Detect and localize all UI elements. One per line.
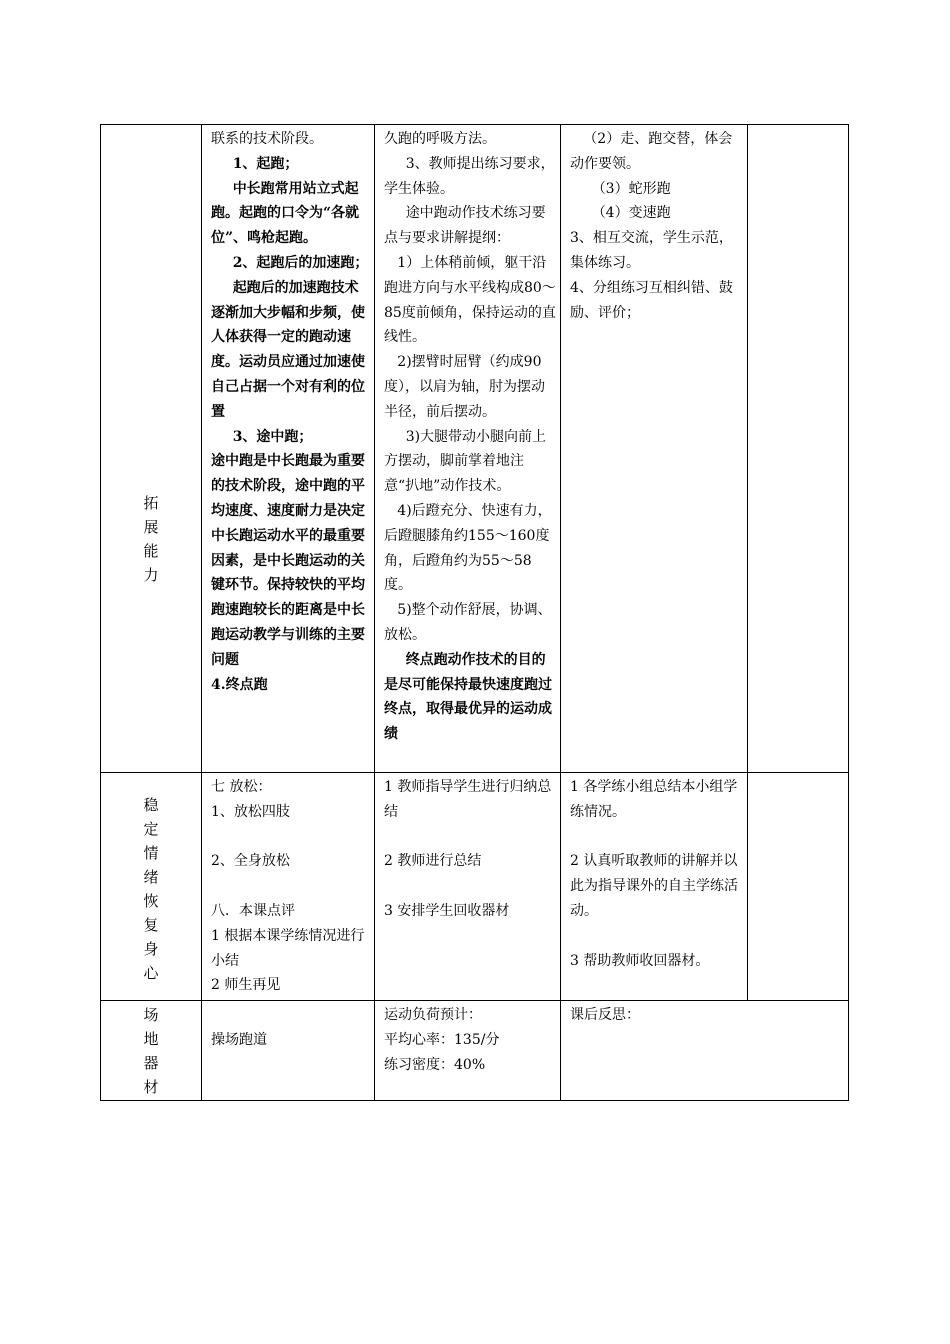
label-char: 恢 xyxy=(143,891,159,910)
label-char: 心 xyxy=(143,963,159,982)
blank-line xyxy=(211,825,370,850)
teacher-line: 终点跑动作技术的目的是尽可能保持最快速度跑过终点，取得最优异的运动成绩 xyxy=(384,651,552,743)
student-line: 3、相互交流，学生示范，集体练习。 xyxy=(570,230,733,271)
row-calm xyxy=(101,773,849,1001)
content-paragraph: 途中跑是中长跑最为重要的技术阶段，途中跑的平均速度、速度耐力是决定中长跑运动水平的最重要因素，是中长跑运动的关键环节。保持较快的平均跑速跑较长的距离是中长跑运动教学与训练的主要问题 xyxy=(211,453,365,668)
reflection-cell xyxy=(561,1001,849,1101)
teacher-line: 2 教师进行总结 xyxy=(384,853,482,870)
blank-line xyxy=(384,825,556,850)
teacher-calm xyxy=(375,773,561,1001)
lesson-plan-table xyxy=(100,124,849,1101)
teacher-line: 3、教师提出练习要求，学生体验。 xyxy=(384,155,555,197)
content-paragraph: 中长跑常用站立式起跑。起跑的口令为“各就位”、鸣枪起跑。 xyxy=(211,180,360,247)
content-line: 七 放松： xyxy=(211,779,272,795)
teacher-line: 1 教师指导学生进行归纳总结 xyxy=(384,779,552,820)
content-expand xyxy=(202,125,375,773)
label-char: 定 xyxy=(143,819,159,838)
venue-text: 操场跑道 xyxy=(211,1032,267,1048)
content-line: 2、全身放松 xyxy=(211,853,290,870)
teacher-line: 4)后蹬充分、快速有力，后蹬腿膝角约155～160度角，后蹬角约为55～58度。 xyxy=(384,502,552,594)
content-line: 八．本课点评 xyxy=(211,902,295,919)
student-line: 2 认真听取教师的讲解并以此为指导课外的自主学练活动。 xyxy=(570,853,738,919)
student-line: （3）蛇形跑 xyxy=(591,180,671,197)
load-estimate xyxy=(375,1001,561,1101)
blank-line xyxy=(384,874,556,899)
student-line: （2）走、跑交替，体会动作要领。 xyxy=(570,131,733,172)
heart-rate: 平均心率：135/分 xyxy=(384,1031,500,1048)
empty-cell xyxy=(748,773,849,1001)
teacher-line: 2)摆臂时屈臂（约成90度），以肩为轴，肘为摆动半径，前后摆动。 xyxy=(384,354,545,420)
label-char: 场 xyxy=(143,1005,159,1024)
teacher-line: 5)整个动作舒展，协调、放松。 xyxy=(384,602,552,643)
student-line: 4、分组练习互相纠错、鼓励、评价； xyxy=(570,279,733,321)
practice-density: 练习密度：40% xyxy=(384,1056,486,1073)
blank-line xyxy=(570,825,743,850)
empty-cell xyxy=(748,125,849,773)
label-expand xyxy=(101,125,202,773)
content-heading: 2、起跑后的加速跑； xyxy=(232,254,369,271)
reflection-title: 课后反思： xyxy=(570,1007,640,1023)
student-expand xyxy=(561,125,748,773)
label-char: 展 xyxy=(143,517,159,536)
student-calm xyxy=(561,773,748,1001)
row-venue xyxy=(101,1001,849,1101)
blank-line xyxy=(570,924,743,949)
content-line: 2 师生再见 xyxy=(211,977,281,994)
content-heading: 3、途中跑； xyxy=(232,428,313,445)
teacher-line: 途中跑动作技术练习要点与要求讲解提纲： xyxy=(384,205,546,247)
content-line: 联系的技术阶段。 xyxy=(211,131,323,147)
label-char: 稳 xyxy=(143,795,159,814)
teacher-line: 久跑的呼吸方法。 xyxy=(384,131,496,147)
blank-line xyxy=(211,874,370,899)
teacher-line: 1）上体稍前倾，躯干沿跑进方向与水平线构成80～85度前倾角，保持运动的直 线性。 xyxy=(384,254,556,346)
label-char: 能 xyxy=(143,541,159,560)
student-line: （4）变速跑 xyxy=(591,205,671,222)
label-char: 复 xyxy=(143,915,159,934)
content-calm xyxy=(202,773,375,1001)
row-expand xyxy=(101,125,849,773)
teacher-line: 3 安排学生回收器材 xyxy=(384,902,510,919)
label-char: 拓 xyxy=(143,493,159,512)
student-line: 1 各学练小组总结本小组学练情况。 xyxy=(570,779,738,820)
content-paragraph: 起跑后的加速跑技术逐渐加大步幅和步频，使人体获得一定的跑动速度。运动员应通过加速使自己占据一个对有利的位置 xyxy=(211,279,365,420)
label-char: 身 xyxy=(143,939,159,958)
content-heading: 1、起跑； xyxy=(232,155,299,172)
load-title: 运动负荷预计： xyxy=(384,1007,482,1023)
label-char: 力 xyxy=(143,565,159,584)
label-calm xyxy=(101,773,202,1001)
label-char: 材 xyxy=(143,1077,159,1096)
label-char: 绪 xyxy=(143,867,159,886)
teacher-line: 3)大腿带动小腿向前上方摆动，脚前掌着地注意“扒地”动作技术。 xyxy=(384,428,547,495)
label-char: 地 xyxy=(143,1029,159,1048)
label-venue xyxy=(101,1001,202,1101)
teacher-expand xyxy=(375,125,561,773)
content-heading: 4.终点跑 xyxy=(211,676,268,693)
label-char: 情 xyxy=(143,843,159,862)
content-line: 1、放松四肢 xyxy=(211,803,290,820)
content-line: 1 根据本课学练情况进行小结 xyxy=(211,927,365,969)
label-char: 器 xyxy=(143,1053,159,1072)
student-line: 3 帮助教师收回器材。 xyxy=(570,952,710,969)
venue-content xyxy=(202,1001,375,1101)
